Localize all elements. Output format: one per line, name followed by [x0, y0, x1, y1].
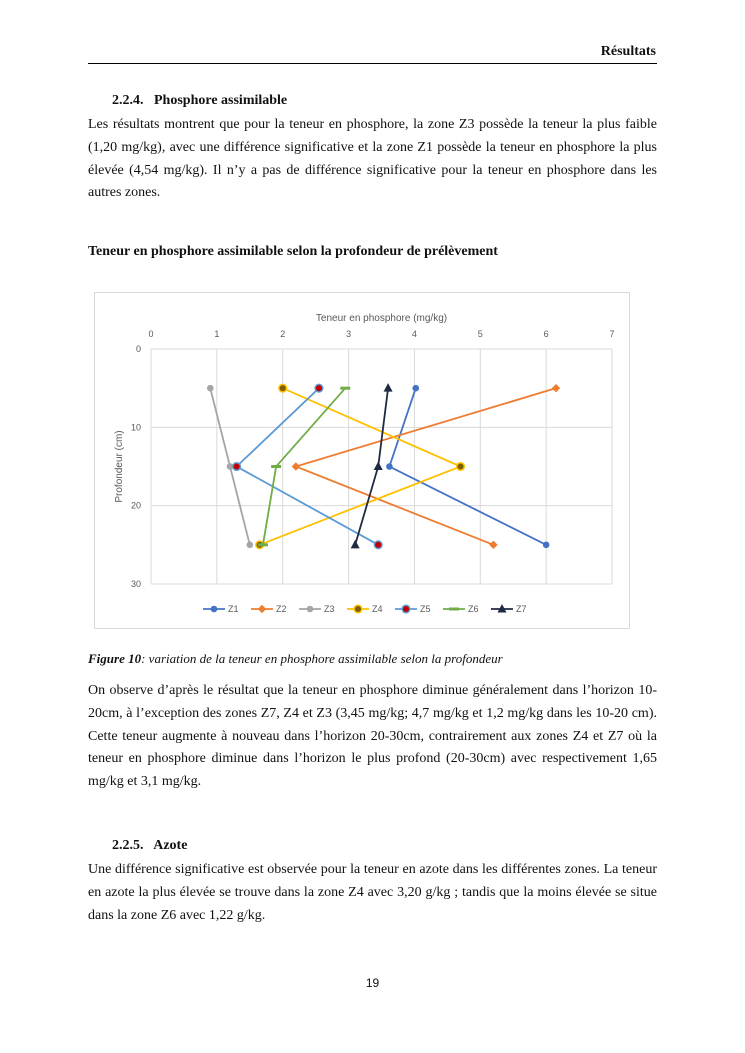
legend-label-z7: Z7 — [516, 604, 527, 614]
data-point-z5 — [233, 463, 241, 471]
data-point-z1 — [412, 385, 419, 392]
x-tick-label: 1 — [214, 329, 220, 339]
section-heading-phosphore — [112, 93, 287, 109]
section-heading-azote — [112, 838, 187, 854]
series-line-z5 — [237, 388, 379, 545]
legend-marker-z6 — [449, 608, 459, 611]
y-tick-label: 30 — [130, 579, 141, 589]
data-point-z5 — [315, 384, 323, 392]
y-axis-label: Profondeur (cm) — [114, 430, 125, 503]
data-point-z2 — [489, 541, 497, 549]
legend-marker-z2 — [258, 605, 266, 613]
data-point-z6 — [258, 543, 268, 546]
data-point-z2 — [292, 462, 300, 470]
legend-label-z5: Z5 — [420, 604, 431, 614]
data-point-z3 — [207, 385, 214, 392]
running-header-title: Résultats — [600, 44, 656, 59]
data-point-z7 — [384, 383, 393, 392]
paragraph-observation: On observe d’après le résultat que la teneur en phosphore diminue généralement dans l’horizon 10-20cm, à l’exception des zones Z7, Z4 et Z3 (3,45 mg/kg; 4,7 mg/kg et 1,2 mg/kg dans les 10-20 cm). Cette teneur augmente à nouveau dans l’horizon 20-30cm, contrairement aux zones Z4 et Z7 où la teneur en phosphore diminue dans l’horizon le plus profond (20-30cm) avec respectivement 1,65 mg/kg et 3,1 mg/kg. — [88, 683, 657, 790]
data-point-z1 — [386, 463, 393, 470]
x-tick-label: 4 — [411, 329, 417, 339]
legend-label-z3: Z3 — [324, 604, 335, 614]
phosphore-depth-chart — [95, 293, 629, 628]
data-point-z1 — [543, 542, 550, 549]
x-tick-label: 3 — [346, 329, 352, 339]
series-line-z4 — [260, 388, 461, 545]
legend-label-z1: Z1 — [228, 604, 239, 614]
series-line-z1 — [389, 388, 546, 545]
figure-heading: Teneur en phosphore assimilable selon la profondeur de prélèvement — [88, 244, 498, 259]
y-tick-label: 0 — [135, 344, 141, 354]
legend-marker-z3 — [307, 606, 314, 613]
figure-caption-text: : variation de la teneur en phosphore assimilable selon la profondeur — [141, 651, 503, 666]
chart-title: Teneur en phosphore (mg/kg) — [315, 313, 448, 324]
legend-label-z2: Z2 — [276, 604, 287, 614]
section-number: 2.2.4. — [112, 93, 144, 108]
legend-marker-z1 — [211, 606, 218, 613]
x-tick-label: 7 — [609, 329, 615, 339]
figure-label: Figure 10 — [88, 651, 142, 666]
data-point-z7 — [374, 462, 383, 471]
data-point-z7 — [351, 540, 360, 549]
legend-label-z4: Z4 — [372, 604, 383, 614]
data-point-z4 — [457, 463, 465, 471]
chart-frame — [94, 292, 630, 629]
legend-marker-z4 — [354, 605, 362, 613]
section-title: Phosphore assimilable — [154, 93, 288, 108]
page-number: 19 — [365, 976, 380, 990]
data-point-z4 — [279, 384, 287, 392]
series-line-z7 — [355, 388, 388, 545]
data-point-z5 — [374, 541, 382, 549]
data-point-z2 — [552, 384, 560, 392]
paragraph-phosphore: Les résultats montrent que pour la teneur en phosphore, la zone Z3 possède la teneur la plus faible (1,20 mg/kg), avec une différence significative et la zone Z1 possède la teneur en phosphore la plus élevée (4,54 mg/kg). Il n’y a pas de différence significative pour la teneur en phosphore dans les autres zones. — [88, 117, 657, 201]
legend-marker-z5 — [402, 605, 410, 613]
x-tick-label: 0 — [148, 329, 154, 339]
x-tick-label: 2 — [280, 329, 286, 339]
x-tick-label: 6 — [543, 329, 549, 339]
data-point-z6 — [271, 465, 281, 468]
section-title: Azote — [153, 838, 188, 853]
data-point-z6 — [340, 387, 350, 390]
figure-caption — [88, 651, 503, 667]
section-number: 2.2.5. — [112, 838, 144, 853]
header-rule — [88, 63, 657, 64]
y-tick-label: 10 — [130, 422, 141, 433]
legend-label-z6: Z6 — [468, 604, 479, 614]
x-tick-label: 5 — [477, 329, 483, 339]
y-tick-label: 20 — [130, 500, 141, 511]
paragraph-azote: Une différence significative est observée pour la teneur en azote dans les différentes zones. La teneur en azote la plus élevée se trouve dans la zone Z4 avec 3,20 g/kg ; tandis que la moins élevée se situe dans la zone Z6 avec 1,22 g/kg. — [88, 862, 657, 923]
data-point-z3 — [246, 542, 253, 549]
